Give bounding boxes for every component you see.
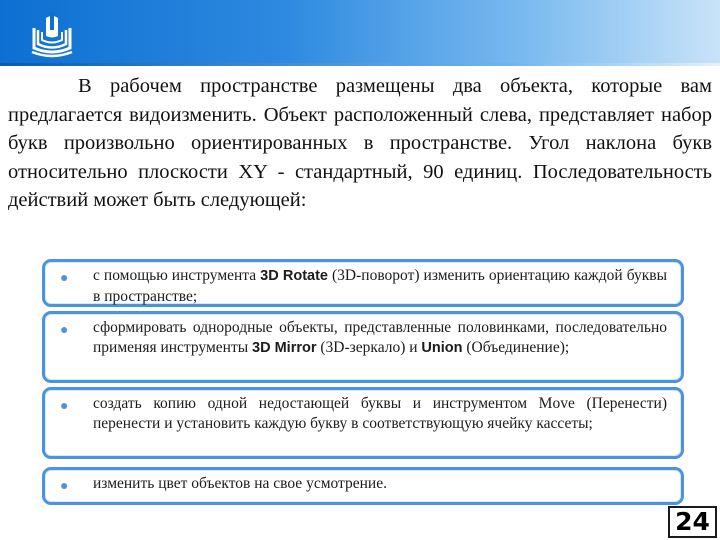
page-number: 24 xyxy=(668,506,717,538)
step-box-mirror xyxy=(42,311,684,383)
intro-paragraph: В рабочем пространстве размещены два объекта, которые вам предлагается видоизменить. Объект расположенный слева, представляет набор букв произвольно ориентированных в пространстве. Угол наклона букв относительно плоскости XY - стандартный, 90 единиц. Последовательность действий может быть следующей: xyxy=(8,75,712,211)
step-text: создать копию одной недостающей буквы и инструментом Move (Перенести) перенести и установить каждую букву в соответствующую ячейку кассеты; xyxy=(93,395,667,432)
header-band xyxy=(0,0,720,66)
step-box-rotate xyxy=(42,259,684,307)
book-stack-logo-icon xyxy=(28,8,76,60)
bullet-dot-icon: ● xyxy=(60,271,69,286)
tool-name: Union xyxy=(421,339,463,356)
bullet-dot-icon: ● xyxy=(60,323,69,338)
tool-name: 3D Rotate xyxy=(260,268,328,284)
step-box-move xyxy=(42,387,684,459)
step-text: изменить цвет объектов на свое усмотрение. xyxy=(93,475,387,492)
step-text: с помощью инструмента 3D Rotate (3D-поворот) изменить ориентацию каждой буквы в пространстве; xyxy=(93,267,668,305)
step-text: сформировать однородные объекты, представленные половинками, последовательно применяя инструменты 3D Mirror (3D-зеркало) и Union (Объединение); xyxy=(93,319,667,356)
tool-name: 3D Mirror xyxy=(252,339,317,356)
bullet-dot-icon: ● xyxy=(60,479,69,494)
step-box-color xyxy=(42,467,684,505)
bullet-dot-icon: ● xyxy=(60,399,69,414)
